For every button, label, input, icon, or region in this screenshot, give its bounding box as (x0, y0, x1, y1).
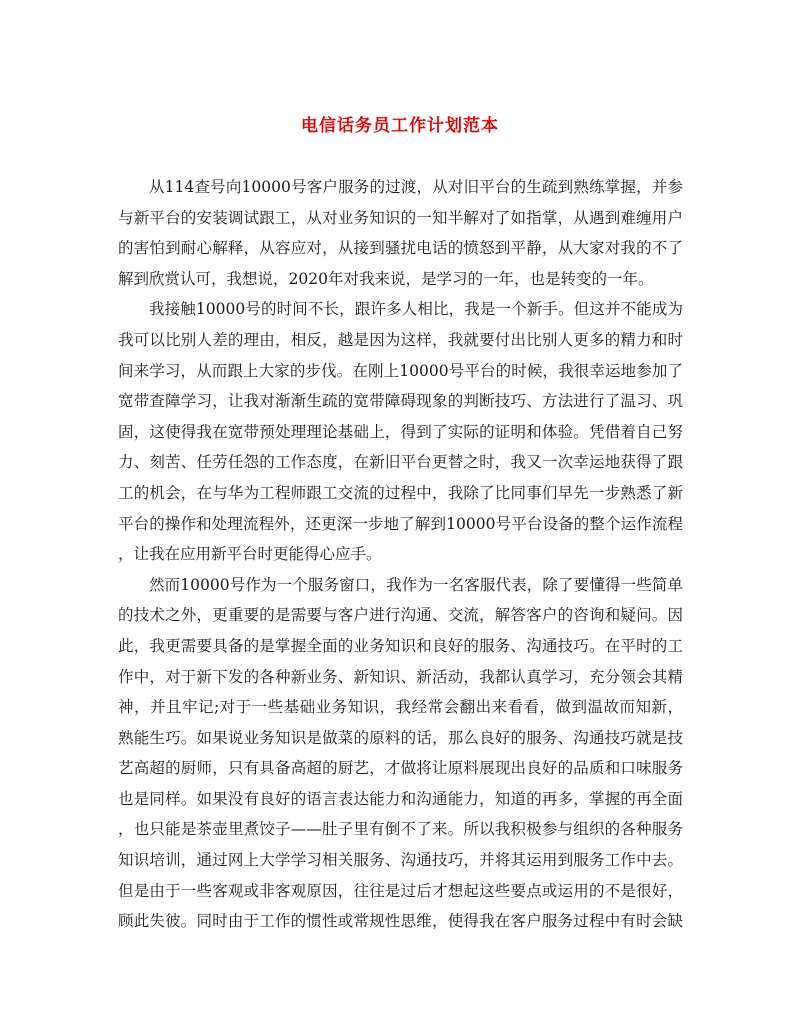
document-body (118, 172, 683, 937)
text-line: 然而10000号作为一个服务窗口，我作为一名客服代表，除了要懂得一些简单 (149, 575, 683, 594)
text-line: 知识培训，通过网上大学学习相关服务、沟通技巧，并将其运用到服务工作中去。 (118, 851, 683, 870)
text-line: 宽带查障学习，让我对渐渐生疏的宽带障碍现象的判断技巧、方法进行了温习、巩 (118, 392, 683, 411)
text-line: 此，我更需要具备的是掌握全面的业务知识和良好的服务、沟通技巧。在平时的工 (118, 636, 683, 655)
text-line: 我可以比别人差的理由，相反，越是因为这样，我就要付出比别人更多的精力和时 (118, 330, 683, 349)
text-line: 的害怕到耐心解释，从容应对，从接到骚扰电话的愤怒到平静，从大家对我的不了 (118, 239, 683, 258)
text-line: 也是同样。如果没有良好的语言表达能力和沟通能力，知道的再多，掌握的再全面 (118, 789, 683, 808)
text-line: 顾此失彼。同时由于工作的惯性或常规性思维，使得我在客户服务过程中有时会缺 (118, 912, 683, 931)
text-line: 作中，对于新下发的各种新业务、新知识、新活动，我都认真学习，充分领会其精 (118, 667, 683, 686)
text-line: 固，这使得我在宽带预处理理论基础上，得到了实际的证明和体验。凭借着自己努 (118, 422, 683, 441)
document-title: 电信话务员工作计划范本 (301, 116, 499, 136)
text-line: 我接触10000号的时间不长，跟许多人相比，我是一个新手。但这并不能成为 (149, 300, 683, 319)
text-line: ，也只能是茶壶里煮饺子——肚子里有倒不了来。所以我积极参与组织的各种服务 (118, 820, 683, 839)
text-line: 与新平台的安装调试跟工，从对业务知识的一知半解对了如指掌，从遇到难缠用户 (118, 208, 683, 227)
text-line: 工的机会，在与华为工程师跟工交流的过程中，我除了比同事们早先一步熟悉了新 (118, 483, 683, 502)
text-line: 神，并且牢记;对于一些基础业务知识，我经常会翻出来看看，做到温故而知新， (118, 698, 683, 717)
text-line: 艺高超的厨师，只有具备高超的厨艺，才做将让原料展现出良好的品质和口味服务 (118, 759, 683, 778)
text-line: 从114查号向10000号客户服务的过渡，从对旧平台的生疏到熟练掌握，并参 (149, 178, 683, 196)
text-line: 解到欣赏认可，我想说，2020年对我来说，是学习的一年，也是转变的一年。 (118, 269, 654, 288)
text-line: 但是由于一些客观或非客观原因，往往是过后才想起这些要点或运用的不是很好， (118, 881, 683, 900)
text-line: 力、刻苦、任劳任怨的工作态度，在新旧平台更替之时，我又一次幸运地获得了跟 (118, 453, 683, 472)
text-line: 间来学习，从而跟上大家的步伐。在刚上10000号平台的时候，我很幸运地参加了 (118, 361, 683, 380)
text-line: ，让我在应用新平台时更能得心应手。 (118, 545, 382, 564)
text-line: 的技术之外，更重要的是需要与客户进行沟通、交流，解答客户的咨询和疑问。因 (118, 606, 683, 625)
text-line: 熟能生巧。如果说业务知识是做菜的原料的话，那么良好的服务、沟通技巧就是技 (118, 728, 683, 747)
text-line: 平台的操作和处理流程外，还更深一步地了解到10000号平台设备的整个运作流程 (118, 514, 683, 533)
